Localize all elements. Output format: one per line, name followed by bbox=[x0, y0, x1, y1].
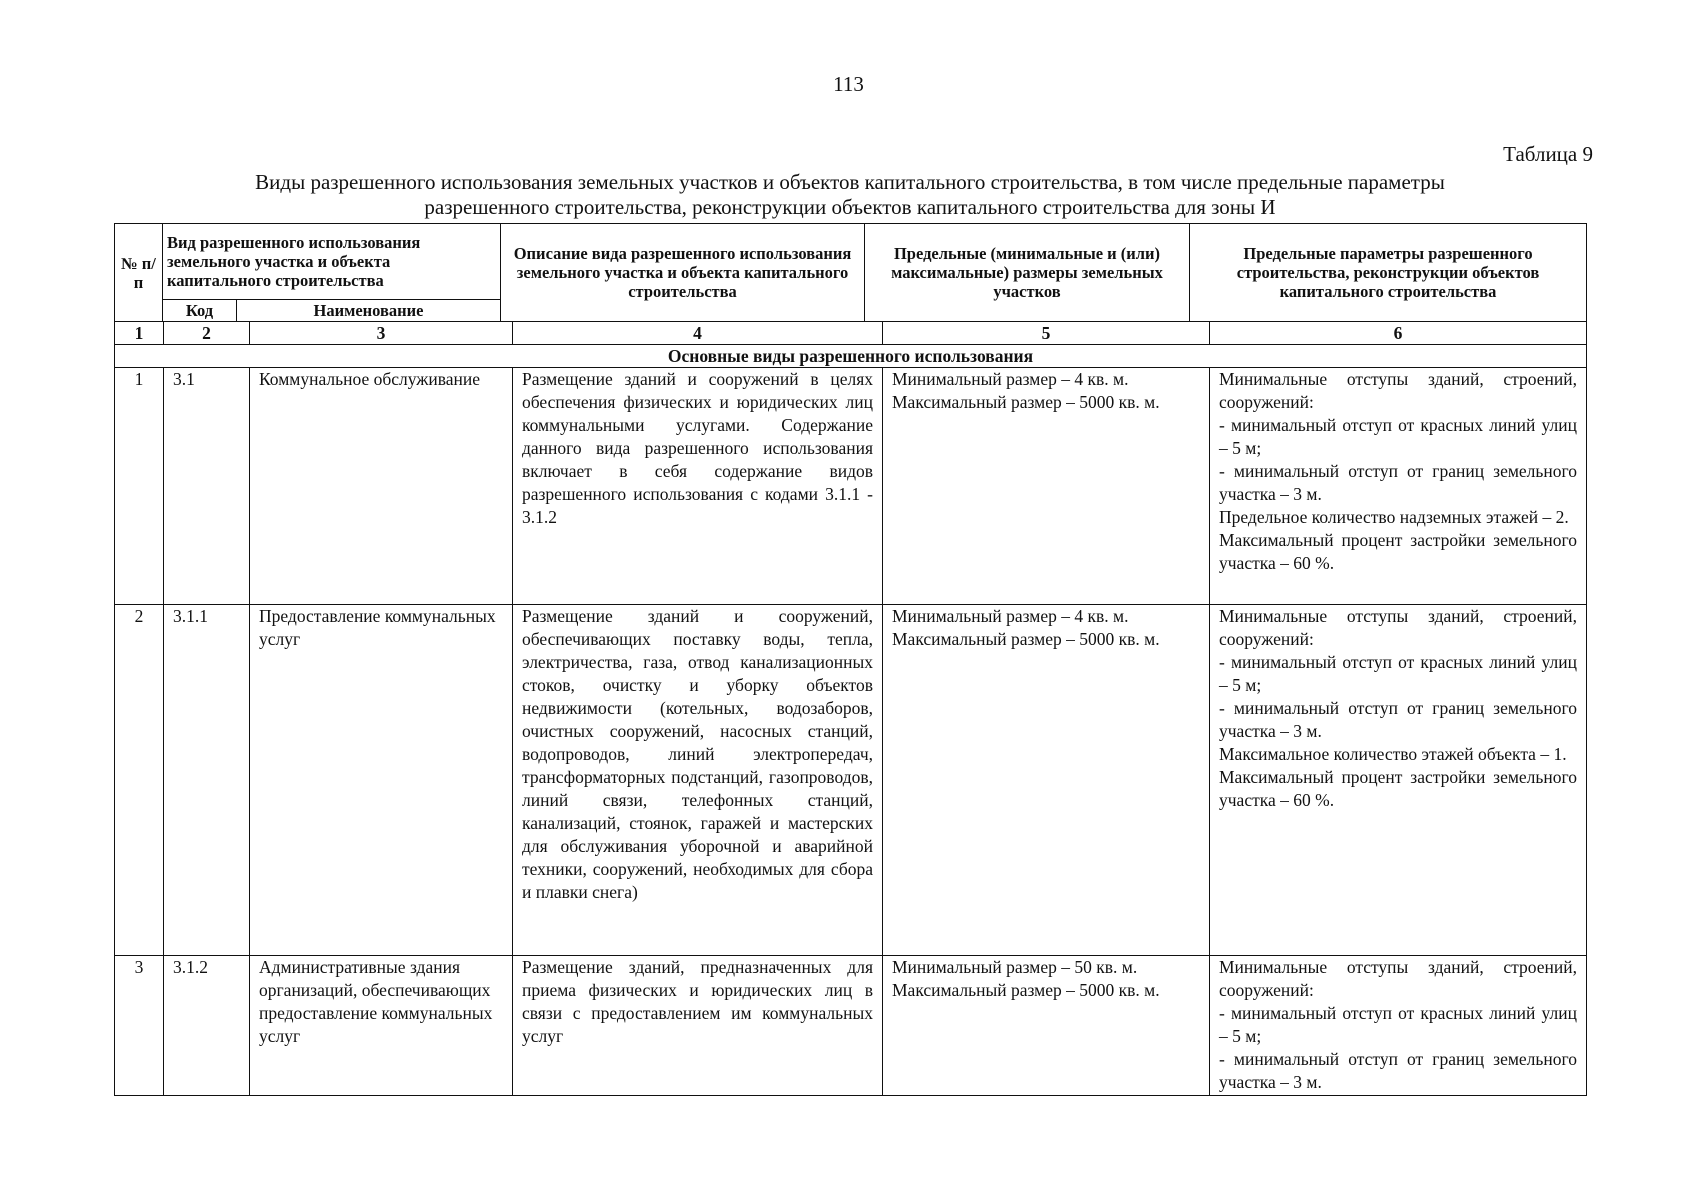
header-vid-group: Вид разрешенного использования земельного участка и объекта капитального строительства bbox=[163, 224, 501, 300]
param-line: Минимальные отступы зданий, строений, сооружений: bbox=[1219, 606, 1577, 649]
header-num: № п/п bbox=[115, 224, 163, 322]
row-description: Размещение зданий и сооружений, обеспечивающих поставку воды, тепла, электричества, газа, отвод канализационных стоков, очистку и уборку объектов недвижимости (котельных, водозаборов, очистных сооружений, насосных станций, водопроводов, линий электропередач, трансформаторных подстанций, газопроводов, линий связи, телефонных станций, канализаций, стоянок, гаражей и мастерских для обслуживания уборочной и аварийной техники, сооружений, необходимых для сбора и плавки снега) bbox=[513, 605, 883, 956]
table-label: Таблица 9 bbox=[1503, 142, 1593, 166]
row-name: Коммунальное обслуживание bbox=[250, 368, 513, 605]
row-num: 1 bbox=[115, 368, 164, 605]
param-line: Максимальное количество этажей объекта – 1. bbox=[1219, 744, 1567, 764]
row-description: Размещение зданий, предназначенных для приема физических и юридических лиц в связи с предоставлением им коммунальных услуг bbox=[513, 956, 883, 1096]
row-num: 3 bbox=[115, 956, 164, 1096]
param-line: - минимальный отступ от красных линий улиц – 5 м; bbox=[1219, 1003, 1577, 1046]
size-line: Максимальный размер – 5000 кв. м. bbox=[892, 980, 1160, 1000]
section-title: Основные виды разрешенного использования bbox=[115, 345, 1587, 368]
header-kod: Код bbox=[163, 300, 237, 322]
size-line: Минимальный размер – 50 кв. м. bbox=[892, 957, 1138, 977]
size-line: Минимальный размер – 4 кв. м. bbox=[892, 369, 1129, 389]
row-code: 3.1.2 bbox=[164, 956, 250, 1096]
row-sizes bbox=[883, 368, 1210, 605]
data-table bbox=[114, 321, 1587, 1096]
param-line: - минимальный отступ от красных линий улиц – 5 м; bbox=[1219, 652, 1577, 695]
column-number: 5 bbox=[883, 322, 1210, 345]
param-line: Предельное количество надземных этажей – 2. bbox=[1219, 507, 1569, 527]
table-title-line-2: разрешенного строительства, реконструкции объектов капитального строительства для зоны И bbox=[424, 195, 1276, 219]
param-line: - минимальный отступ от границ земельного участка – 3 м. bbox=[1219, 698, 1577, 741]
header-opisanie: Описание вида разрешенного использования земельного участка и объекта капитального строительства bbox=[501, 224, 865, 322]
column-number: 1 bbox=[115, 322, 164, 345]
size-line: Максимальный размер – 5000 кв. м. bbox=[892, 629, 1160, 649]
header-naimenovanie: Наименование bbox=[237, 300, 501, 322]
row-num: 2 bbox=[115, 605, 164, 956]
row-params bbox=[1210, 605, 1587, 956]
param-line: - минимальный отступ от границ земельного участка – 3 м. bbox=[1219, 461, 1577, 504]
param-line: Максимальный процент застройки земельного участка – 60 %. bbox=[1219, 767, 1577, 810]
section-row bbox=[115, 345, 1587, 368]
size-line: Минимальный размер – 4 кв. м. bbox=[892, 606, 1129, 626]
column-numbers-row bbox=[115, 322, 1587, 345]
page-number: 113 bbox=[833, 72, 864, 96]
param-line: - минимальный отступ от границ земельного участка – 3 м. bbox=[1219, 1049, 1577, 1092]
table-title-line-1: Виды разрешенного использования земельных участков и объектов капитального строительства, в том числе предельные параметры bbox=[255, 170, 1445, 194]
column-number: 3 bbox=[250, 322, 513, 345]
param-line: - минимальный отступ от красных линий улиц – 5 м; bbox=[1219, 415, 1577, 458]
column-number: 6 bbox=[1210, 322, 1587, 345]
size-line: Максимальный размер – 5000 кв. м. bbox=[892, 392, 1160, 412]
row-sizes bbox=[883, 605, 1210, 956]
column-number: 2 bbox=[164, 322, 250, 345]
param-line: Минимальные отступы зданий, строений, сооружений: bbox=[1219, 957, 1577, 1000]
header-razmery: Предельные (минимальные и (или) максимальные) размеры земельных участков bbox=[865, 224, 1190, 322]
param-line: Минимальные отступы зданий, строений, сооружений: bbox=[1219, 369, 1577, 412]
table-row bbox=[115, 605, 1587, 956]
row-code: 3.1.1 bbox=[164, 605, 250, 956]
row-params bbox=[1210, 956, 1587, 1096]
row-code: 3.1 bbox=[164, 368, 250, 605]
table-row bbox=[115, 956, 1587, 1096]
table-title bbox=[150, 170, 1550, 220]
table-row bbox=[115, 368, 1587, 605]
table-header bbox=[114, 223, 1587, 322]
row-sizes bbox=[883, 956, 1210, 1096]
row-params bbox=[1210, 368, 1587, 605]
column-number: 4 bbox=[513, 322, 883, 345]
row-name: Предоставление коммунальных услуг bbox=[250, 605, 513, 956]
row-description: Размещение зданий и сооружений в целях обеспечения физических и юридических лиц коммунальными услугами. Содержание данного вида разрешенного использования включает в себя содержание видов разрешенного использования с кодами 3.1.1 - 3.1.2 bbox=[513, 368, 883, 605]
header-parametry: Предельные параметры разрешенного строительства, реконструкции объектов капитального строительства bbox=[1190, 224, 1587, 322]
param-line: Максимальный процент застройки земельного участка – 60 %. bbox=[1219, 530, 1577, 573]
row-name: Административные здания организаций, обеспечивающих предоставление коммунальных услуг bbox=[250, 956, 513, 1096]
